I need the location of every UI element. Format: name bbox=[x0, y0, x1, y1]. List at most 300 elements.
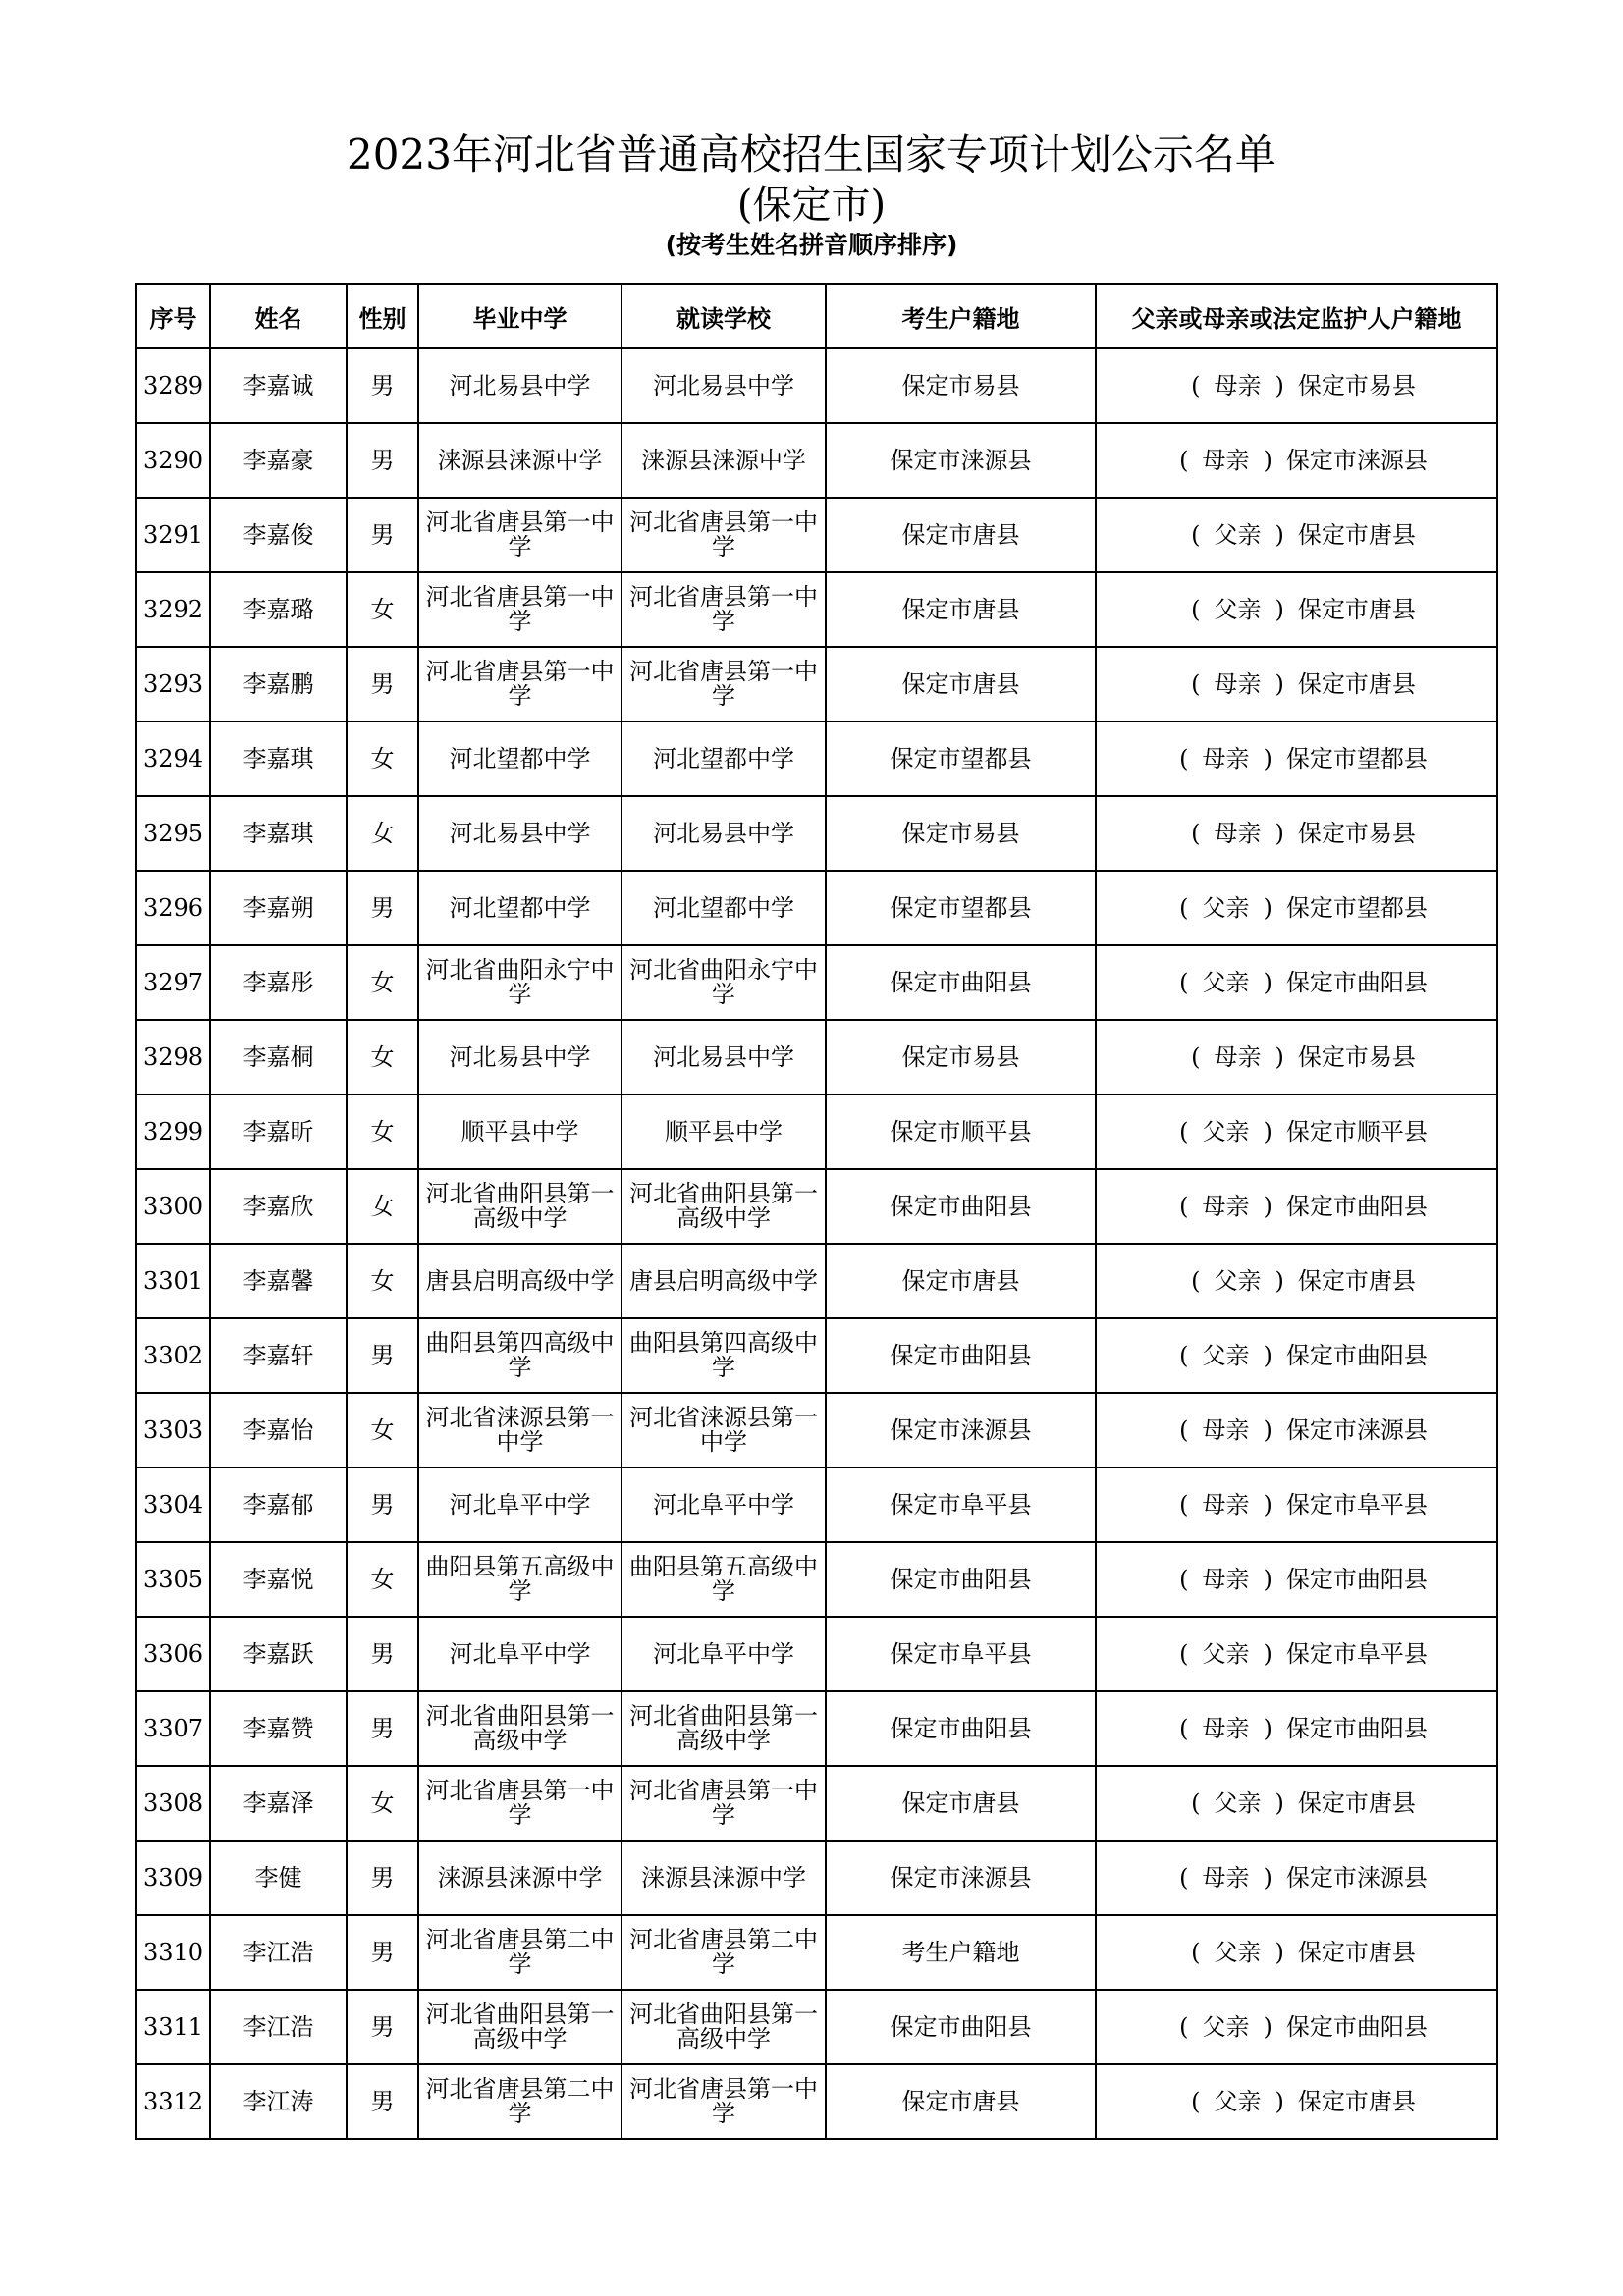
cell-study-school: 河北易县中学 bbox=[622, 348, 826, 423]
open-paren: ( bbox=[1179, 1490, 1189, 1519]
guardian-relation: 父亲 bbox=[1202, 1341, 1250, 1369]
open-paren: ( bbox=[1179, 1341, 1189, 1369]
guardian-relation: 母亲 bbox=[1214, 669, 1262, 698]
guardian-place: 保定市唐县 bbox=[1297, 1789, 1416, 1817]
cell-guardian bbox=[1096, 1542, 1497, 1617]
table-row bbox=[136, 2064, 1497, 2139]
cell-gender: 男 bbox=[347, 647, 418, 721]
open-paren: ( bbox=[1191, 1938, 1201, 1966]
cell-grad-school: 河北省唐县第一中学 bbox=[418, 498, 622, 572]
cell-name: 李嘉琪 bbox=[210, 721, 347, 796]
open-paren: ( bbox=[1191, 819, 1201, 847]
cell-study-school: 曲阳县第五高级中学 bbox=[622, 1542, 826, 1617]
cell-hukou: 保定市阜平县 bbox=[826, 1617, 1096, 1691]
cell-no: 3300 bbox=[136, 1169, 210, 1244]
open-paren: ( bbox=[1179, 1415, 1189, 1444]
open-paren: ( bbox=[1179, 968, 1189, 996]
guardian-place: 保定市唐县 bbox=[1297, 669, 1416, 698]
cell-guardian bbox=[1096, 2064, 1497, 2139]
guardian-relation: 父亲 bbox=[1214, 595, 1262, 623]
cell-guardian bbox=[1096, 945, 1497, 1020]
guardian-place: 保定市望都县 bbox=[1285, 893, 1428, 922]
guardian-place: 保定市曲阳县 bbox=[1285, 968, 1428, 996]
guardian-place: 保定市曲阳县 bbox=[1285, 2012, 1428, 2041]
cell-guardian bbox=[1096, 721, 1497, 796]
guardian-place: 保定市阜平县 bbox=[1285, 1639, 1428, 1668]
cell-study-school: 河北省曲阳县第一高级中学 bbox=[622, 1169, 826, 1244]
guardian-relation: 母亲 bbox=[1202, 744, 1250, 773]
open-paren: ( bbox=[1179, 2012, 1189, 2041]
table-row bbox=[136, 1169, 1497, 1244]
cell-name: 李嘉跃 bbox=[210, 1617, 347, 1691]
cell-hukou: 保定市易县 bbox=[826, 348, 1096, 423]
cell-name: 李嘉琪 bbox=[210, 796, 347, 871]
cell-gender: 男 bbox=[347, 1841, 418, 1915]
cell-study-school: 河北省唐县第二中学 bbox=[622, 1915, 826, 1990]
close-paren: ) bbox=[1274, 1266, 1284, 1295]
cell-no: 3301 bbox=[136, 1244, 210, 1318]
guardian-place: 保定市唐县 bbox=[1297, 1938, 1416, 1966]
cell-hukou: 保定市望都县 bbox=[826, 871, 1096, 945]
cell-name: 李江涛 bbox=[210, 2064, 347, 2139]
cell-grad-school: 河北省曲阳县第一高级中学 bbox=[418, 1990, 622, 2064]
cell-study-school: 河北省唐县第一中学 bbox=[622, 647, 826, 721]
close-paren: ) bbox=[1263, 1863, 1272, 1892]
cell-grad-school: 河北省唐县第一中学 bbox=[418, 1766, 622, 1841]
cell-study-school: 河北省唐县第一中学 bbox=[622, 2064, 826, 2139]
close-paren: ) bbox=[1263, 1639, 1272, 1668]
guardian-relation: 母亲 bbox=[1214, 1042, 1262, 1071]
cell-grad-school: 唐县启明高级中学 bbox=[418, 1244, 622, 1318]
cell-no: 3293 bbox=[136, 647, 210, 721]
table-row bbox=[136, 423, 1497, 498]
close-paren: ) bbox=[1274, 669, 1284, 698]
cell-guardian bbox=[1096, 1915, 1497, 1990]
cell-hukou: 保定市唐县 bbox=[826, 1244, 1096, 1318]
cell-gender: 男 bbox=[347, 348, 418, 423]
cell-no: 3311 bbox=[136, 1990, 210, 2064]
guardian-relation: 母亲 bbox=[1214, 371, 1262, 400]
open-paren: ( bbox=[1179, 1639, 1189, 1668]
header-hukou: 考生户籍地 bbox=[826, 284, 1096, 348]
table-row bbox=[136, 1915, 1497, 1990]
guardian-relation: 父亲 bbox=[1214, 520, 1262, 549]
cell-hukou: 保定市涞源县 bbox=[826, 1841, 1096, 1915]
table-row bbox=[136, 1095, 1497, 1169]
guardian-place: 保定市阜平县 bbox=[1285, 1490, 1428, 1519]
cell-guardian bbox=[1096, 423, 1497, 498]
guardian-place: 保定市涞源县 bbox=[1285, 1863, 1428, 1892]
close-paren: ) bbox=[1263, 1714, 1272, 1742]
cell-no: 3291 bbox=[136, 498, 210, 572]
open-paren: ( bbox=[1191, 2087, 1201, 2115]
cell-gender: 女 bbox=[347, 1393, 418, 1468]
open-paren: ( bbox=[1179, 893, 1189, 922]
cell-name: 李嘉泽 bbox=[210, 1766, 347, 1841]
cell-guardian bbox=[1096, 1766, 1497, 1841]
cell-gender: 女 bbox=[347, 1244, 418, 1318]
open-paren: ( bbox=[1179, 1565, 1189, 1593]
table-row bbox=[136, 572, 1497, 647]
open-paren: ( bbox=[1179, 1117, 1189, 1146]
cell-guardian bbox=[1096, 1393, 1497, 1468]
header-grad-school: 毕业中学 bbox=[418, 284, 622, 348]
cell-name: 李嘉豪 bbox=[210, 423, 347, 498]
close-paren: ) bbox=[1274, 2087, 1284, 2115]
cell-gender: 女 bbox=[347, 1542, 418, 1617]
cell-gender: 女 bbox=[347, 1169, 418, 1244]
cell-grad-school: 曲阳县第五高级中学 bbox=[418, 1542, 622, 1617]
close-paren: ) bbox=[1263, 2012, 1272, 2041]
guardian-relation: 父亲 bbox=[1214, 1266, 1262, 1295]
close-paren: ) bbox=[1263, 1117, 1272, 1146]
cell-no: 3299 bbox=[136, 1095, 210, 1169]
cell-name: 李健 bbox=[210, 1841, 347, 1915]
cell-guardian bbox=[1096, 1468, 1497, 1542]
guardian-place: 保定市曲阳县 bbox=[1285, 1192, 1428, 1220]
cell-gender: 男 bbox=[347, 1990, 418, 2064]
cell-gender: 男 bbox=[347, 1617, 418, 1691]
cell-hukou: 保定市阜平县 bbox=[826, 1468, 1096, 1542]
cell-study-school: 河北望都中学 bbox=[622, 871, 826, 945]
cell-guardian bbox=[1096, 1318, 1497, 1393]
cell-hukou: 保定市望都县 bbox=[826, 721, 1096, 796]
cell-name: 李嘉郁 bbox=[210, 1468, 347, 1542]
cell-name: 李嘉彤 bbox=[210, 945, 347, 1020]
table-row bbox=[136, 498, 1497, 572]
sort-note: (按考生姓名拼音顺序排序) bbox=[665, 231, 958, 259]
cell-guardian bbox=[1096, 1691, 1497, 1766]
page-subtitle: (保定市) bbox=[736, 183, 887, 228]
close-paren: ) bbox=[1263, 1490, 1272, 1519]
cell-hukou: 保定市顺平县 bbox=[826, 1095, 1096, 1169]
cell-name: 李江浩 bbox=[210, 1990, 347, 2064]
cell-hukou: 保定市曲阳县 bbox=[826, 1691, 1096, 1766]
close-paren: ) bbox=[1274, 1938, 1284, 1966]
guardian-relation: 父亲 bbox=[1202, 1117, 1250, 1146]
close-paren: ) bbox=[1263, 1415, 1272, 1444]
cell-grad-school: 河北阜平中学 bbox=[418, 1468, 622, 1542]
table-row bbox=[136, 1318, 1497, 1393]
cell-study-school: 河北望都中学 bbox=[622, 721, 826, 796]
cell-hukou: 保定市曲阳县 bbox=[826, 1542, 1096, 1617]
cell-study-school: 河北阜平中学 bbox=[622, 1468, 826, 1542]
cell-no: 3307 bbox=[136, 1691, 210, 1766]
header-gender: 性别 bbox=[347, 284, 418, 348]
open-paren: ( bbox=[1191, 1789, 1201, 1817]
table-row bbox=[136, 1244, 1497, 1318]
table-row bbox=[136, 1542, 1497, 1617]
guardian-place: 保定市曲阳县 bbox=[1285, 1565, 1428, 1593]
cell-guardian bbox=[1096, 348, 1497, 423]
cell-study-school: 顺平县中学 bbox=[622, 1095, 826, 1169]
cell-hukou: 保定市曲阳县 bbox=[826, 1990, 1096, 2064]
guardian-relation: 父亲 bbox=[1202, 1639, 1250, 1668]
cell-guardian bbox=[1096, 572, 1497, 647]
guardian-relation: 父亲 bbox=[1214, 2087, 1262, 2115]
table-row bbox=[136, 1841, 1497, 1915]
cell-name: 李江浩 bbox=[210, 1915, 347, 1990]
cell-gender: 男 bbox=[347, 1691, 418, 1766]
table-row bbox=[136, 945, 1497, 1020]
cell-name: 李嘉悦 bbox=[210, 1542, 347, 1617]
cell-guardian bbox=[1096, 1169, 1497, 1244]
guardian-relation: 母亲 bbox=[1202, 1714, 1250, 1742]
table-row bbox=[136, 1393, 1497, 1468]
cell-no: 3290 bbox=[136, 423, 210, 498]
cell-grad-school: 涞源县涞源中学 bbox=[418, 423, 622, 498]
cell-grad-school: 河北易县中学 bbox=[418, 1020, 622, 1095]
cell-name: 李嘉诚 bbox=[210, 348, 347, 423]
cell-study-school: 河北易县中学 bbox=[622, 796, 826, 871]
cell-hukou: 保定市曲阳县 bbox=[826, 1318, 1096, 1393]
guardian-relation: 父亲 bbox=[1202, 893, 1250, 922]
cell-study-school: 涞源县涞源中学 bbox=[622, 423, 826, 498]
cell-study-school: 涞源县涞源中学 bbox=[622, 1841, 826, 1915]
cell-guardian bbox=[1096, 498, 1497, 572]
cell-gender: 男 bbox=[347, 423, 418, 498]
open-paren: ( bbox=[1191, 520, 1201, 549]
guardian-place: 保定市顺平县 bbox=[1285, 1117, 1428, 1146]
cell-grad-school: 河北省唐县第一中学 bbox=[418, 647, 622, 721]
cell-name: 李嘉鹏 bbox=[210, 647, 347, 721]
guardian-relation: 母亲 bbox=[1214, 819, 1262, 847]
cell-grad-school: 河北省曲阳县第一高级中学 bbox=[418, 1691, 622, 1766]
close-paren: ) bbox=[1274, 1789, 1284, 1817]
cell-hukou: 保定市曲阳县 bbox=[826, 1169, 1096, 1244]
cell-name: 李嘉璐 bbox=[210, 572, 347, 647]
cell-no: 3303 bbox=[136, 1393, 210, 1468]
cell-hukou: 保定市易县 bbox=[826, 1020, 1096, 1095]
guardian-place: 保定市唐县 bbox=[1297, 1266, 1416, 1295]
cell-name: 李嘉轩 bbox=[210, 1318, 347, 1393]
open-paren: ( bbox=[1191, 595, 1201, 623]
cell-grad-school: 涞源县涞源中学 bbox=[418, 1841, 622, 1915]
open-paren: ( bbox=[1179, 1714, 1189, 1742]
cell-no: 3305 bbox=[136, 1542, 210, 1617]
close-paren: ) bbox=[1263, 1565, 1272, 1593]
cell-hukou: 保定市易县 bbox=[826, 796, 1096, 871]
cell-name: 李嘉欣 bbox=[210, 1169, 347, 1244]
cell-study-school: 曲阳县第四高级中学 bbox=[622, 1318, 826, 1393]
cell-no: 3306 bbox=[136, 1617, 210, 1691]
table-row bbox=[136, 647, 1497, 721]
header-study-school: 就读学校 bbox=[622, 284, 826, 348]
cell-grad-school: 河北望都中学 bbox=[418, 721, 622, 796]
open-paren: ( bbox=[1191, 1042, 1201, 1071]
guardian-place: 保定市易县 bbox=[1297, 371, 1416, 400]
cell-guardian bbox=[1096, 1020, 1497, 1095]
cell-grad-school: 河北省曲阳县第一高级中学 bbox=[418, 1169, 622, 1244]
cell-hukou: 保定市唐县 bbox=[826, 2064, 1096, 2139]
cell-hukou: 考生户籍地 bbox=[826, 1915, 1096, 1990]
cell-gender: 男 bbox=[347, 1468, 418, 1542]
table-row bbox=[136, 348, 1497, 423]
cell-guardian bbox=[1096, 871, 1497, 945]
cell-guardian bbox=[1096, 796, 1497, 871]
guardian-relation: 母亲 bbox=[1202, 1192, 1250, 1220]
header-no: 序号 bbox=[136, 284, 210, 348]
cell-no: 3308 bbox=[136, 1766, 210, 1841]
table-row bbox=[136, 871, 1497, 945]
guardian-relation: 母亲 bbox=[1202, 1490, 1250, 1519]
cell-grad-school: 河北易县中学 bbox=[418, 796, 622, 871]
cell-no: 3298 bbox=[136, 1020, 210, 1095]
cell-name: 李嘉赞 bbox=[210, 1691, 347, 1766]
guardian-place: 保定市易县 bbox=[1297, 819, 1416, 847]
cell-gender: 女 bbox=[347, 721, 418, 796]
close-paren: ) bbox=[1274, 1042, 1284, 1071]
cell-guardian bbox=[1096, 1244, 1497, 1318]
guardian-place: 保定市涞源县 bbox=[1285, 446, 1428, 474]
page-title: 2023年河北省普通高校招生国家专项计划公示名单 bbox=[347, 131, 1276, 179]
cell-gender: 女 bbox=[347, 796, 418, 871]
cell-no: 3302 bbox=[136, 1318, 210, 1393]
cell-no: 3294 bbox=[136, 721, 210, 796]
cell-hukou: 保定市曲阳县 bbox=[826, 945, 1096, 1020]
guardian-place: 保定市唐县 bbox=[1297, 520, 1416, 549]
cell-gender: 女 bbox=[347, 572, 418, 647]
roster-body bbox=[136, 348, 1497, 2139]
cell-gender: 男 bbox=[347, 2064, 418, 2139]
cell-study-school: 河北省曲阳县第一高级中学 bbox=[622, 1691, 826, 1766]
roster-table bbox=[135, 283, 1498, 2140]
cell-study-school: 河北省涞源县第一中学 bbox=[622, 1393, 826, 1468]
close-paren: ) bbox=[1274, 595, 1284, 623]
guardian-relation: 父亲 bbox=[1202, 968, 1250, 996]
cell-gender: 男 bbox=[347, 1318, 418, 1393]
cell-guardian bbox=[1096, 1841, 1497, 1915]
cell-name: 李嘉怡 bbox=[210, 1393, 347, 1468]
cell-guardian bbox=[1096, 1990, 1497, 2064]
open-paren: ( bbox=[1179, 1863, 1189, 1892]
cell-study-school: 河北省曲阳县第一高级中学 bbox=[622, 1990, 826, 2064]
cell-hukou: 保定市唐县 bbox=[826, 1766, 1096, 1841]
close-paren: ) bbox=[1263, 744, 1272, 773]
cell-no: 3295 bbox=[136, 796, 210, 871]
guardian-relation: 母亲 bbox=[1202, 1863, 1250, 1892]
cell-gender: 男 bbox=[347, 498, 418, 572]
cell-hukou: 保定市涞源县 bbox=[826, 1393, 1096, 1468]
cell-no: 3292 bbox=[136, 572, 210, 647]
cell-grad-school: 河北省涞源县第一中学 bbox=[418, 1393, 622, 1468]
cell-hukou: 保定市唐县 bbox=[826, 572, 1096, 647]
table-row bbox=[136, 1691, 1497, 1766]
header-row bbox=[136, 284, 1497, 348]
guardian-relation: 母亲 bbox=[1202, 446, 1250, 474]
cell-grad-school: 河北省唐县第二中学 bbox=[418, 2064, 622, 2139]
cell-gender: 女 bbox=[347, 1095, 418, 1169]
cell-name: 李嘉俊 bbox=[210, 498, 347, 572]
cell-name: 李嘉桐 bbox=[210, 1020, 347, 1095]
cell-grad-school: 河北易县中学 bbox=[418, 348, 622, 423]
guardian-relation: 父亲 bbox=[1214, 1938, 1262, 1966]
guardian-place: 保定市望都县 bbox=[1285, 744, 1428, 773]
open-paren: ( bbox=[1191, 371, 1201, 400]
cell-study-school: 河北省唐县第一中学 bbox=[622, 572, 826, 647]
cell-no: 3309 bbox=[136, 1841, 210, 1915]
open-paren: ( bbox=[1179, 1192, 1189, 1220]
guardian-place: 保定市唐县 bbox=[1297, 595, 1416, 623]
table-row bbox=[136, 721, 1497, 796]
close-paren: ) bbox=[1263, 1341, 1272, 1369]
guardian-place: 保定市曲阳县 bbox=[1285, 1714, 1428, 1742]
close-paren: ) bbox=[1263, 893, 1272, 922]
cell-hukou: 保定市涞源县 bbox=[826, 423, 1096, 498]
open-paren: ( bbox=[1191, 669, 1201, 698]
table-row bbox=[136, 1990, 1497, 2064]
guardian-relation: 父亲 bbox=[1202, 2012, 1250, 2041]
guardian-place: 保定市曲阳县 bbox=[1285, 1341, 1428, 1369]
cell-study-school: 河北省曲阳永宁中学 bbox=[622, 945, 826, 1020]
cell-study-school: 河北省唐县第一中学 bbox=[622, 1766, 826, 1841]
cell-no: 3312 bbox=[136, 2064, 210, 2139]
header-name: 姓名 bbox=[210, 284, 347, 348]
cell-study-school: 河北阜平中学 bbox=[622, 1617, 826, 1691]
cell-name: 李嘉馨 bbox=[210, 1244, 347, 1318]
cell-no: 3296 bbox=[136, 871, 210, 945]
cell-no: 3297 bbox=[136, 945, 210, 1020]
cell-gender: 女 bbox=[347, 1020, 418, 1095]
guardian-relation: 母亲 bbox=[1202, 1565, 1250, 1593]
guardian-place: 保定市易县 bbox=[1297, 1042, 1416, 1071]
cell-gender: 女 bbox=[347, 945, 418, 1020]
table-row bbox=[136, 796, 1497, 871]
cell-grad-school: 河北省曲阳永宁中学 bbox=[418, 945, 622, 1020]
cell-no: 3304 bbox=[136, 1468, 210, 1542]
cell-name: 李嘉昕 bbox=[210, 1095, 347, 1169]
close-paren: ) bbox=[1263, 1192, 1272, 1220]
cell-guardian bbox=[1096, 647, 1497, 721]
cell-gender: 女 bbox=[347, 1766, 418, 1841]
close-paren: ) bbox=[1274, 520, 1284, 549]
cell-guardian bbox=[1096, 1095, 1497, 1169]
cell-hukou: 保定市唐县 bbox=[826, 647, 1096, 721]
cell-grad-school: 河北省唐县第二中学 bbox=[418, 1915, 622, 1990]
open-paren: ( bbox=[1179, 446, 1189, 474]
table-row bbox=[136, 1020, 1497, 1095]
cell-guardian bbox=[1096, 1617, 1497, 1691]
table-row bbox=[136, 1766, 1497, 1841]
cell-study-school: 河北省唐县第一中学 bbox=[622, 498, 826, 572]
table-row bbox=[136, 1617, 1497, 1691]
cell-grad-school: 河北省唐县第一中学 bbox=[418, 572, 622, 647]
cell-grad-school: 顺平县中学 bbox=[418, 1095, 622, 1169]
guardian-relation: 父亲 bbox=[1214, 1789, 1262, 1817]
guardian-place: 保定市唐县 bbox=[1297, 2087, 1416, 2115]
cell-no: 3310 bbox=[136, 1915, 210, 1990]
close-paren: ) bbox=[1263, 446, 1272, 474]
close-paren: ) bbox=[1274, 819, 1284, 847]
header-guardian-hukou: 父亲或母亲或法定监护人户籍地 bbox=[1096, 284, 1497, 348]
open-paren: ( bbox=[1179, 744, 1189, 773]
cell-grad-school: 河北阜平中学 bbox=[418, 1617, 622, 1691]
cell-hukou: 保定市唐县 bbox=[826, 498, 1096, 572]
close-paren: ) bbox=[1274, 371, 1284, 400]
cell-study-school: 河北易县中学 bbox=[622, 1020, 826, 1095]
close-paren: ) bbox=[1263, 968, 1272, 996]
guardian-relation: 母亲 bbox=[1202, 1415, 1250, 1444]
cell-no: 3289 bbox=[136, 348, 210, 423]
cell-gender: 男 bbox=[347, 1915, 418, 1990]
cell-grad-school: 河北望都中学 bbox=[418, 871, 622, 945]
table-row bbox=[136, 1468, 1497, 1542]
cell-name: 李嘉朔 bbox=[210, 871, 347, 945]
cell-grad-school: 曲阳县第四高级中学 bbox=[418, 1318, 622, 1393]
open-paren: ( bbox=[1191, 1266, 1201, 1295]
guardian-place: 保定市涞源县 bbox=[1285, 1415, 1428, 1444]
cell-gender: 男 bbox=[347, 871, 418, 945]
